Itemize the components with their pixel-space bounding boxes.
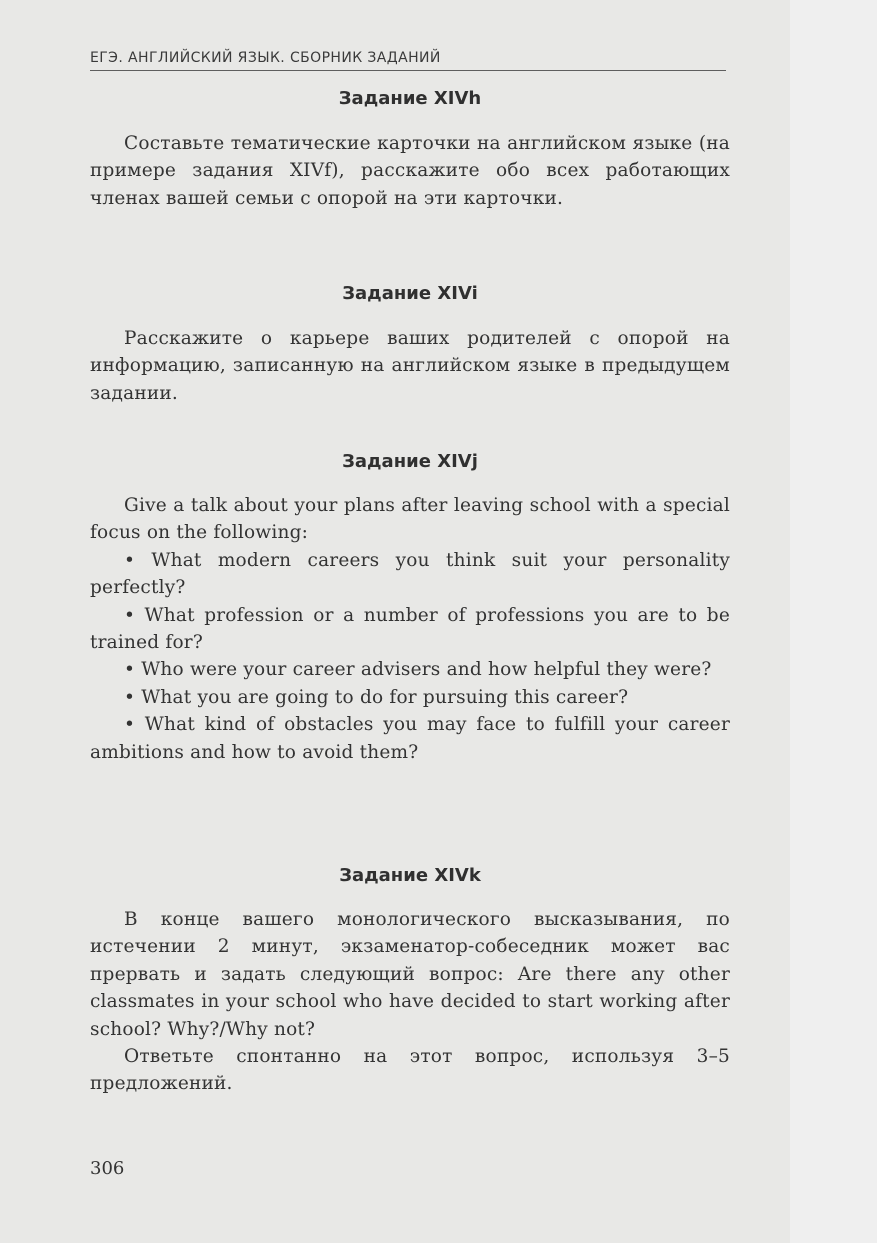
task-xivk-answer-instruction: Ответьте спонтанно на этот вопрос, используя 3–5 предложений.: [90, 1046, 730, 1095]
task-heading-xivi: Задание XIVi: [342, 283, 478, 304]
page-number: 306: [90, 1158, 125, 1179]
task-heading-xivk: Задание XIVk: [339, 865, 481, 886]
bullet-item: • What profession or a number of professions you are to be trained for?: [90, 604, 730, 654]
task-xivk-text: В конце вашего монологического высказывания, по истечении 2 минут, экзаменатор-собеседник может вас прервать и задать следующий вопрос: Are there any other classmates in your school who have decided to start working after school? Why?/Why not?: [90, 909, 730, 1040]
task-xivk-body: [90, 906, 730, 1098]
task-xivi-text: Расскажите о карьере ваших родителей с опорой на информацию, записанную на английском языке в предыдущем задании.: [90, 328, 730, 404]
task-xivj-intro: Give a talk about your plans after leaving school with a special focus on the following:: [90, 495, 730, 544]
bullet-item: • What modern careers you think suit your personality perfectly?: [90, 549, 730, 599]
scan-margin: [790, 0, 877, 1243]
running-header: ЕГЭ. АНГЛИЙСКИЙ ЯЗЫК. СБОРНИК ЗАДАНИЙ: [90, 50, 726, 71]
bullet-item: • What you are going to do for pursuing this career?: [124, 686, 629, 708]
task-heading-xivj: Задание XIVj: [342, 451, 478, 472]
task-xivh-text: Составьте тематические карточки на английском языке (на примере задания XIVf), расскажите обо всех работающих членах вашей семьи с опорой на эти карточки.: [90, 133, 730, 209]
bullet-item: • Who were your career advisers and how helpful they were?: [124, 659, 712, 681]
bullet-item: • What kind of obstacles you may face to fulfill your career ambitions and how to avoid them?: [90, 714, 730, 763]
task-heading-xivh: Задание XIVh: [338, 88, 482, 109]
task-xivj-body: [90, 492, 730, 766]
